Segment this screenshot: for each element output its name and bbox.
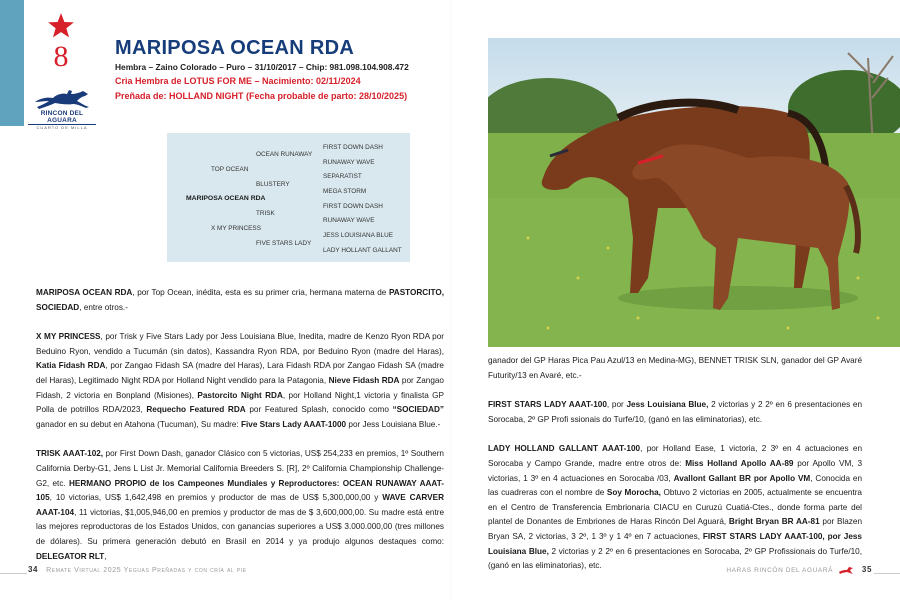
right-body-text bbox=[488, 354, 862, 589]
pedigree-dam-dam: FIVE STARS LADY bbox=[256, 240, 312, 247]
text: por First Down Dash, ganador Clásico con 5 victorias, US$ 254,233 en premios, 1º Southern California Derby-G1, Jens L List Jr. Memorial California Breeders S. [R], 2º California Championship Challenge-G2, etc. bbox=[36, 449, 444, 488]
text: ganador del GP Haras Pica Pau Azul/13 en Medina-MG), BENNET TRISK SLN, ganador del GP Avaré Futurity/13 en Avaré, etc.- bbox=[488, 356, 862, 380]
text: por Blazen Bryan SA, 2 victorias, 3 2º, 1 3º y 1 4º en 7 actuaciones, bbox=[488, 517, 862, 541]
bold-text: FIRST STARS LADY AAAT-100 bbox=[488, 400, 607, 410]
bold-text: Five Stars Lady AAAT-1000 bbox=[240, 419, 347, 429]
footer-rule bbox=[874, 573, 900, 574]
pedigree-subject: MARIPOSA OCEAN RDA bbox=[186, 195, 266, 202]
logo-name: RINCON DEL AGUARA bbox=[28, 110, 96, 125]
footer-rule bbox=[0, 573, 27, 574]
pedigree-gen3: MEGA STORM bbox=[323, 188, 367, 195]
bold-text: WAVE CARVER AAAT-104 bbox=[36, 493, 445, 517]
haras-logo bbox=[28, 88, 96, 130]
pedigree-gen3: SEPARATIST bbox=[323, 173, 362, 180]
pedigree-dam: X MY PRINCESS bbox=[211, 225, 261, 232]
text: ganador en su debut en Atahona (Tucuman), Su madre: bbox=[36, 419, 241, 429]
bold-text: Avallont Gallant BR por Apollo VM bbox=[673, 473, 811, 483]
text: 2 victorias y 2 2º en 6 presentaciones en Sorocaba, 2º GP Profissionais do Turfe/10, (ganó en las eliminatorias), etc. bbox=[488, 546, 863, 571]
bold-text: Nieve Fidash RDA bbox=[328, 375, 400, 385]
running-horse-icon bbox=[839, 567, 853, 574]
text: por Apollo VM, 3 victorias, 1 3º en 4 actuaciones en Sorocaba /03, bbox=[488, 458, 862, 483]
text: 2 victorias y 2 2º en 6 presentaciones en Sorocaba, 2º GP Profi ssionais do Turfe/10, (ganó en las eliminatorias), etc. bbox=[488, 400, 862, 424]
pedigree-table bbox=[167, 133, 410, 262]
page-spine bbox=[450, 0, 451, 600]
text: , por Zangao Fidash SA (madre del Haras), Lara Fidash RDA por Zangao Fidash SA (madre del Haras), Legitimado Night RDA por Holland Night vendido para la Patagonia, bbox=[36, 361, 444, 385]
paragraph-trisk bbox=[36, 447, 444, 564]
bold-text: Katia Fidash RDA bbox=[36, 361, 106, 371]
horse-photo bbox=[488, 38, 900, 347]
left-body-text bbox=[36, 286, 444, 579]
lot-number: 8 bbox=[53, 40, 69, 73]
horse-details: Hembra – Zaino Colorado – Puro – 31/10/2017 – Chip: 981.098.104.908.472 bbox=[115, 62, 409, 72]
bold-text: LADY HOLLAND GALLANT AAAT-100 bbox=[488, 444, 641, 454]
pedigree-dam-sire: TRISK bbox=[256, 210, 275, 217]
text: , Conocida en las cuadreras con el nombre de bbox=[488, 473, 863, 498]
bold-text: “SOCIEDAD” bbox=[392, 405, 444, 415]
footer-right bbox=[726, 565, 872, 574]
bold-text: Miss Holland Apollo AA-89 bbox=[685, 458, 794, 468]
text: , por Holland Ease, 1 victoria, 2 3º en 4 actuaciones en Sorocaba y Campo Grande, madre entre otros de: bbox=[488, 444, 863, 468]
bold-text: Requecho Featured RDA bbox=[146, 405, 246, 415]
pedigree-gen3: FIRST DOWN DASH bbox=[323, 203, 383, 210]
logo-subtitle: CUARTO DE MILLA bbox=[36, 125, 88, 130]
page-number-left: 34 bbox=[28, 565, 39, 574]
bold-text: FIRST STARS LADY AAAT-100, por Jess Louisiana Blue, bbox=[488, 531, 862, 556]
offspring-info: Cria Hembra de LOTUS FOR ME – Nacimiento: 02/11/2024 bbox=[115, 76, 361, 86]
side-color-bar bbox=[0, 0, 24, 126]
bold-text: PASTORCITO, SOCIEDAD bbox=[36, 288, 444, 312]
pedigree-sire: TOP OCEAN bbox=[211, 166, 249, 173]
pedigree-gen3: FIRST DOWN DASH bbox=[323, 144, 383, 151]
text: , 10 victorias, US$ 1,642,498 en premios y productor de mas de US$ 5,300,000,00 y bbox=[49, 493, 383, 503]
page-number-right: 35 bbox=[861, 565, 872, 574]
pedigree-gen3: RUNAWAY WAVE bbox=[323, 159, 375, 166]
footer-left bbox=[28, 565, 247, 574]
text: Obtuvo 2 victorias en 2005, actualmente se encuentra en el Centro de Transferencia Embrionaria CIACU en Curuzú Cuatiá-Ctes., donde forma parte del plantel de Donantes de Embriones de Haras Rincón Del Aguará, bbox=[488, 488, 862, 527]
text: , por Top Ocean, inédita, esta es su primer cria, hermana materna de bbox=[132, 288, 389, 297]
bold-text: Jess Louisiana Blue, bbox=[626, 400, 709, 410]
text: por Featured Splash, conocido como bbox=[245, 405, 393, 415]
racing-horse-icon bbox=[33, 88, 91, 110]
paragraph-lady-holland-gallant bbox=[488, 442, 862, 573]
paragraph-first-stars-lady bbox=[488, 398, 862, 427]
pedigree-gen3: JESS LOUISIANA BLUE bbox=[323, 232, 393, 239]
paragraph-mariposa bbox=[36, 286, 444, 315]
footer-catalog-title: Remate Virtual 2025 Yeguas Preñadas y con cría al pie bbox=[46, 567, 247, 574]
bold-text: HERMANO PROPIO de los Campeones Mundiales y Reproductores: OCEAN RUNAWAY AAAT-105 bbox=[36, 478, 444, 503]
text: , 11 victorias, $1,005,946,00 en premios y productor de mas de $ 3,600,000,00. Su madre está entre las mejores reproductoras de los Estados Unidos, con ganancias superiores a US$ 3.000.000,00 (tres millones de dólares). Su primera generación debutó en Brasil en 2014 y ya produjo algunos destaques como: bbox=[36, 507, 444, 546]
text: , por bbox=[606, 400, 627, 410]
horse-photo-illustration bbox=[488, 38, 900, 347]
footer-haras-name: HARAS RINCÓN DEL AGUARÁ bbox=[726, 567, 834, 574]
bold-text: TRISK AAAT-102, bbox=[36, 449, 104, 459]
paragraph-continued bbox=[488, 354, 862, 383]
bold-text: Pastorcito Night RDA bbox=[197, 390, 283, 400]
bold-text: Soy Morocha, bbox=[606, 488, 661, 498]
text: por Jess Louisiana Blue.- bbox=[346, 419, 441, 429]
bold-text: Bright Bryan BR AA-81 bbox=[728, 517, 820, 527]
text: , por Trisk y Five Stars Lady por Jess Louisiana Blue, Inedita, madre de Kenzo Ryon RDA por Beduino Ryon, vendido a Tucumán (sin datos), Kassandra Ryon RDA, por Beduino Ryon (madre del Haras), bbox=[36, 332, 444, 356]
pedigree-sire-dam: BLUSTERY bbox=[256, 181, 290, 188]
star-icon bbox=[47, 12, 75, 40]
text: , entre otros.- bbox=[79, 302, 128, 312]
pedigree-gen3: LADY HOLLANT GALLANT bbox=[323, 247, 402, 254]
horse-name-title: MARIPOSA OCEAN RDA bbox=[115, 37, 355, 59]
text: , por Holland Night,1 victoria y finalista GP Polla de potrillos RDA/2023, bbox=[36, 390, 444, 415]
bold-text: DELEGATOR RLT bbox=[36, 551, 105, 561]
paragraph-x-my-princess bbox=[36, 330, 444, 432]
pregnancy-info: Preñada de: HOLLAND NIGHT (Fecha probable de parto: 28/10/2025) bbox=[115, 91, 408, 101]
pedigree-gen3: RUNAWAY WAVE bbox=[323, 217, 375, 224]
text: por Zangao Fidash, 2 victoria en Bonpland (Misiones), bbox=[36, 375, 444, 400]
text: , bbox=[104, 551, 107, 561]
bold-text: MARIPOSA OCEAN RDA bbox=[36, 288, 133, 297]
pedigree-sire-sire: OCEAN RUNAWAY bbox=[256, 151, 313, 158]
bold-text: X MY PRINCESS bbox=[36, 332, 101, 342]
